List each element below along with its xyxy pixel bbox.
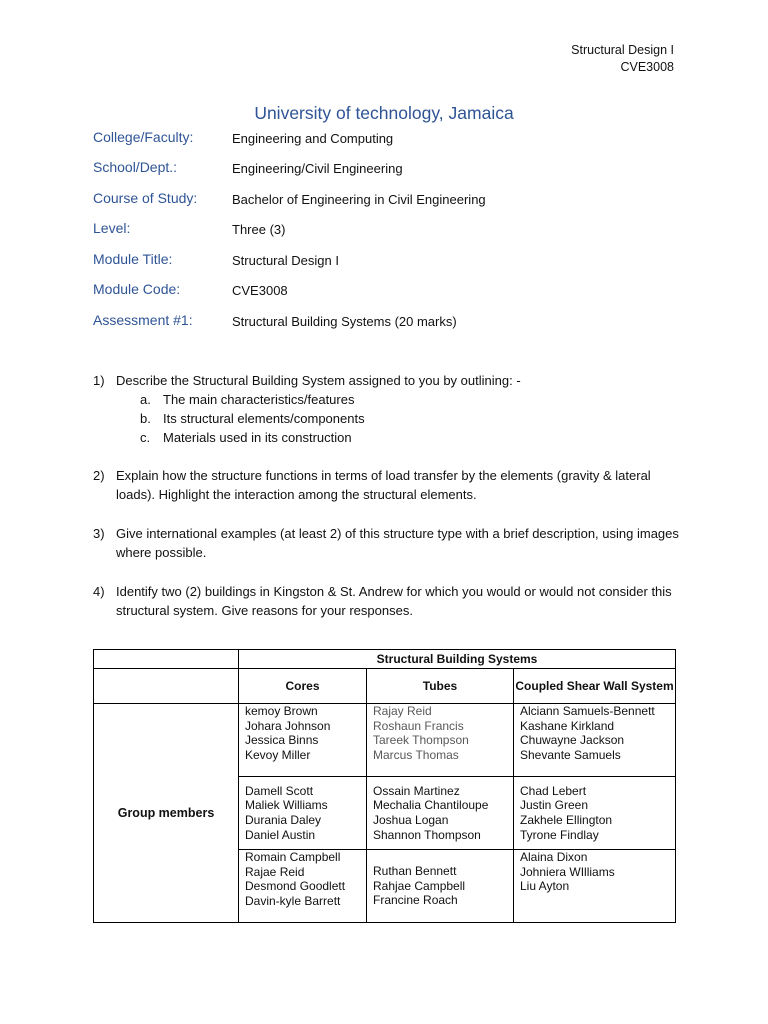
sub-letter: a. — [140, 392, 151, 407]
question-text: Give international examples (at least 2) of this structure type with a brief description, using images where possible. — [116, 526, 679, 560]
question-2 — [93, 466, 683, 504]
group-3-tubes-cell — [367, 850, 514, 923]
question-text: Describe the Structural Building System assigned to you by outlining: - — [116, 373, 521, 388]
info-label: School/Dept.: — [93, 159, 178, 175]
group-2-tubes-cell — [367, 777, 514, 850]
column-header-tubes: Tubes — [367, 669, 514, 704]
member-name: Zakhele Ellington — [520, 813, 613, 827]
question-1 — [93, 371, 683, 390]
member-name: Ossain Martinez — [373, 783, 460, 798]
table-blank-cell — [94, 669, 239, 704]
member-name: Jessica Binns — [245, 733, 319, 748]
group-2-coupled-cell — [514, 777, 676, 850]
info-label: Assessment #1: — [93, 312, 193, 328]
question-4 — [93, 582, 683, 620]
group-3-coupled-cell — [514, 850, 676, 923]
member-name: Kevoy Miller — [245, 747, 311, 762]
info-value: Structural Building Systems (20 marks) — [232, 314, 457, 329]
info-label: Module Code: — [93, 281, 181, 297]
header-course-code: CVE3008 — [620, 60, 674, 74]
group-members-label: Group members — [94, 704, 239, 923]
info-label: Level: — [93, 220, 131, 236]
member-name: Desmond Goodlett — [245, 879, 346, 894]
info-label: Course of Study: — [93, 190, 198, 206]
group-1-tubes-cell — [367, 704, 514, 777]
info-value: Engineering and Computing — [232, 131, 394, 146]
member-name: Rajay Reid — [373, 704, 432, 718]
member-name: Rahjae Campbell — [373, 878, 466, 893]
member-name: Shevante Samuels — [520, 747, 621, 762]
sub-letter: c. — [140, 430, 151, 445]
table-header-systems: Structural Building Systems — [239, 650, 676, 669]
member-name: Kashane Kirkland — [520, 718, 615, 733]
member-name: kemoy Brown — [245, 704, 318, 718]
question-number: 3) — [93, 526, 105, 541]
sub-text: The main characteristics/features — [163, 392, 355, 407]
sub-item-a — [140, 390, 354, 409]
member-name: Chad Lebert — [520, 783, 587, 798]
member-name: Tyrone Findlay — [520, 827, 599, 842]
member-name: Liu Ayton — [520, 879, 570, 894]
member-name: Tareek Thompson — [373, 733, 469, 748]
question-text: Identify two (2) buildings in Kingston & St. Andrew for which you would or would not consider this structural system. Give reasons for your responses. — [116, 584, 672, 618]
question-number: 2) — [93, 468, 105, 483]
group-2-cores-cell — [239, 777, 367, 850]
table-corner-cell — [94, 650, 239, 669]
group-members-table — [93, 649, 676, 923]
question-text: Explain how the structure functions in terms of load transfer by the elements (gravity & lateral loads). Highlight the interaction among the structural elements. — [116, 468, 651, 502]
member-name: Daniel Austin — [245, 827, 316, 842]
member-name: Durania Daley — [245, 813, 322, 827]
column-header-cores: Cores — [239, 669, 367, 704]
member-name: Marcus Thomas — [373, 747, 459, 762]
sub-letter: b. — [140, 411, 151, 426]
header-course-name: Structural Design I — [571, 43, 674, 57]
info-value: Engineering/Civil Engineering — [232, 161, 403, 176]
sub-item-b — [140, 409, 365, 428]
sub-text: Its structural elements/components — [163, 411, 365, 426]
member-name: Roshaun Francis — [373, 718, 464, 733]
member-name: Chuwayne Jackson — [520, 733, 625, 748]
member-name: Romain Campbell — [245, 850, 341, 864]
member-name: Davin-kyle Barrett — [245, 893, 341, 908]
member-name: Maliek Williams — [245, 798, 328, 813]
info-label: College/Faculty: — [93, 129, 194, 145]
question-3 — [93, 524, 683, 562]
info-value: CVE3008 — [232, 283, 288, 298]
member-name: Johniera WIlliams — [520, 864, 615, 879]
question-number: 4) — [93, 584, 105, 599]
member-name: Rajae Reid — [245, 864, 305, 879]
member-name: Alciann Samuels-Bennett — [520, 704, 655, 718]
group-1-coupled-cell — [514, 704, 676, 777]
member-name: Justin Green — [520, 798, 589, 813]
university-title: University of technology, Jamaica — [254, 103, 514, 123]
sub-text: Materials used in its construction — [163, 430, 352, 445]
column-header-coupled-shear-wall: Coupled Shear Wall System — [514, 669, 676, 704]
member-name: Ruthan Bennett — [373, 864, 457, 879]
member-name: Francine Roach — [373, 893, 458, 908]
info-value: Structural Design I — [232, 253, 339, 268]
member-name: Joshua Logan — [373, 813, 449, 827]
group-3-cores-cell — [239, 850, 367, 923]
member-name: Alaina Dixon — [520, 850, 588, 864]
member-name: Damell Scott — [245, 783, 314, 798]
info-value: Three (3) — [232, 222, 286, 237]
member-name: Shannon Thompson — [373, 827, 481, 842]
running-header — [571, 42, 674, 76]
group-1-cores-cell — [239, 704, 367, 777]
member-name: Mechalia Chantiloupe — [373, 798, 489, 813]
info-value: Bachelor of Engineering in Civil Engineering — [232, 192, 486, 207]
question-number: 1) — [93, 373, 105, 388]
member-name: Johara Johnson — [245, 718, 331, 733]
sub-item-c — [140, 428, 352, 447]
info-label: Module Title: — [93, 251, 173, 267]
